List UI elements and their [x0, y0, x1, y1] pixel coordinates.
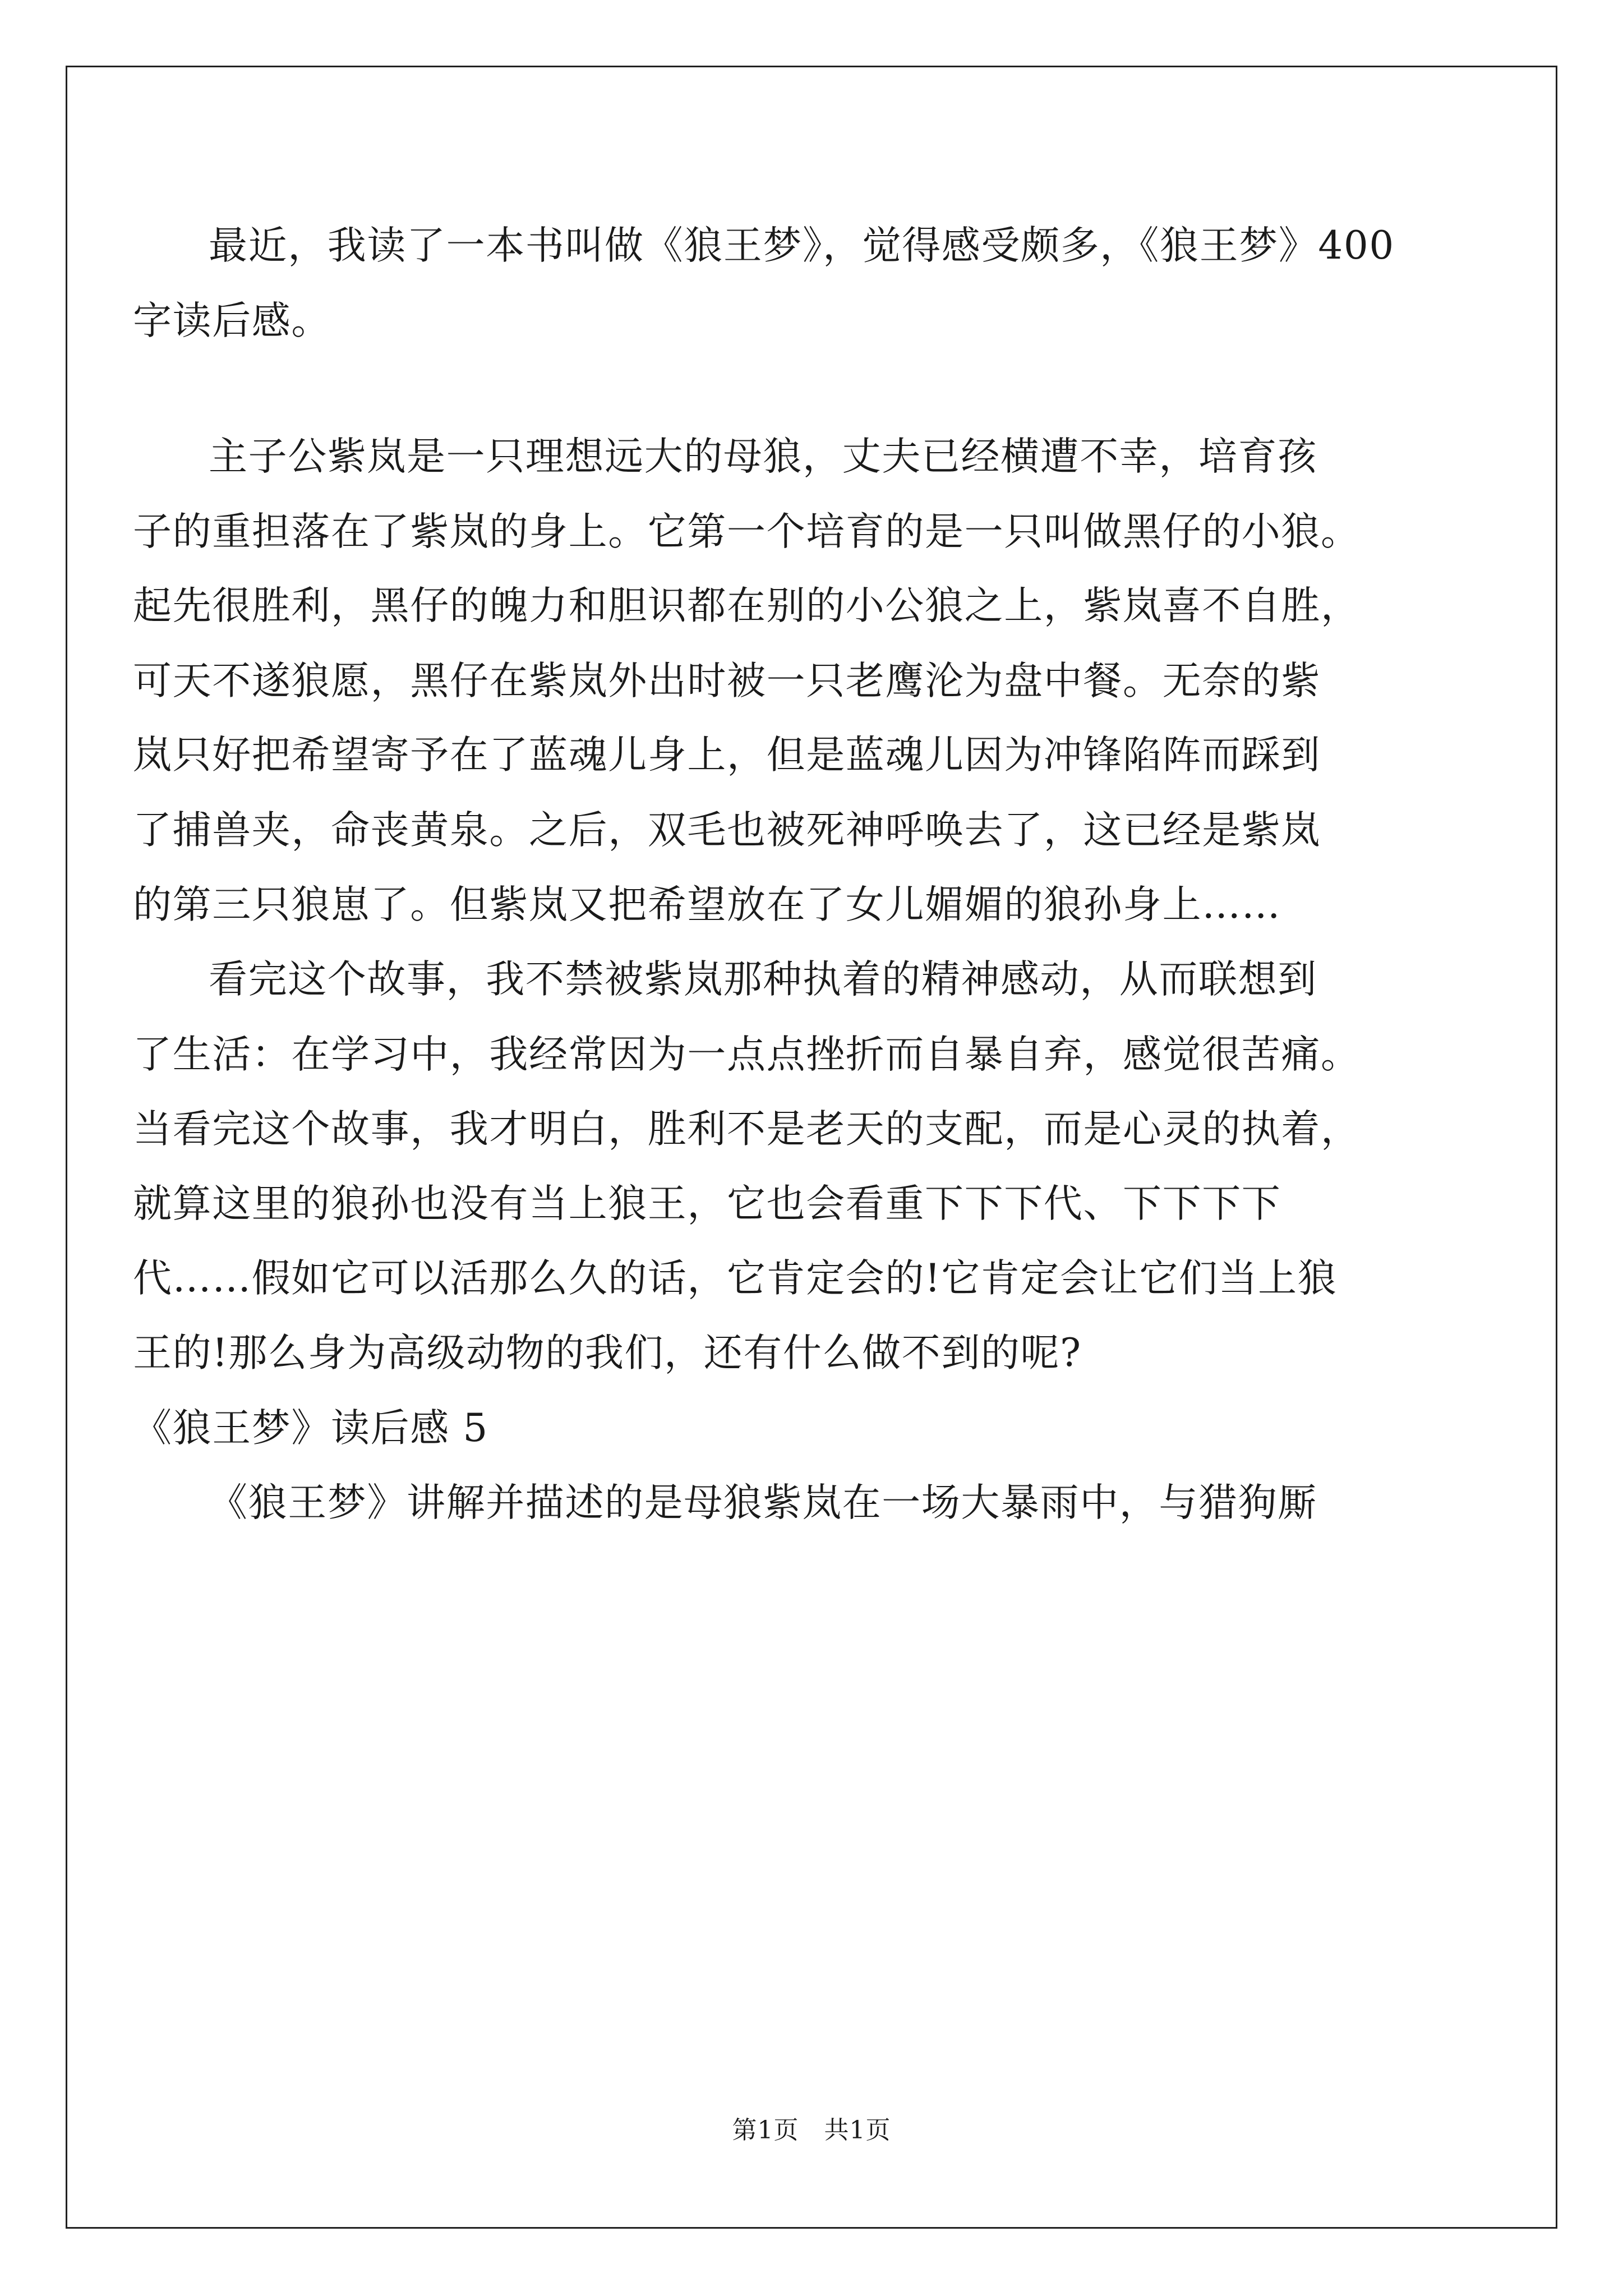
paragraph-3-line-1: 看完这个故事，我不禁被紫岚那种执着的精神感动，从而联想到	[209, 957, 1317, 1002]
paragraph-2-line-1: 主子公紫岚是一只理想远大的母狼，丈夫已经横遭不幸，培育孩	[209, 434, 1317, 479]
page-number-footer: 第1页 共1页	[732, 2116, 891, 2145]
paragraph-3-line-4: 就算这里的狼孙也没有当上狼王，它也会看重下下下代、下下下下	[133, 1181, 1281, 1226]
paragraph-4-line-1: 《狼王梦》讲解并描述的是母狼紫岚在一场大暴雨中，与猎狗厮	[209, 1480, 1317, 1525]
paragraph-3-line-3: 当看完这个故事，我才明白，胜利不是老天的支配，而是心灵的执着，	[133, 1107, 1361, 1152]
paragraph-1-line-1: 最近，我读了一本书叫做《狼王梦》，觉得感受颇多，《狼王梦》400	[209, 223, 1395, 268]
paragraph-2-line-2: 子的重担落在了紫岚的身上。它第一个培育的是一只叫做黑仔的小狼。	[133, 509, 1361, 554]
paragraph-1-line-2: 字读后感。	[133, 298, 331, 343]
paragraph-3-line-5: 代……假如它可以活那么久的话，它肯定会的!它肯定会让它们当上狼	[133, 1256, 1338, 1301]
paragraph-2-line-5: 岚只好把希望寄予在了蓝魂儿身上，但是蓝魂儿因为冲锋陷阵而踩到	[133, 733, 1321, 777]
paragraph-3-line-2: 了生活：在学习中，我经常因为一点点挫折而自暴自弃，感觉很苦痛。	[133, 1032, 1361, 1077]
paragraph-2-line-3: 起先很胜利，黑仔的魄力和胆识都在别的小公狼之上，紫岚喜不自胜，	[133, 583, 1361, 628]
paragraph-2-line-4: 可天不遂狼愿，黑仔在紫岚外出时被一只老鹰沦为盘中餐。无奈的紫	[133, 659, 1321, 703]
paragraph-3-line-6: 王的!那么身为高级动物的我们，还有什么做不到的呢?	[133, 1331, 1082, 1375]
paragraph-2-line-7: 的第三只狼崽了。但紫岚又把希望放在了女儿媚媚的狼孙身上……	[133, 882, 1281, 927]
paragraph-2-line-6: 了捕兽夹，命丧黄泉。之后，双毛也被死神呼唤去了，这已经是紫岚	[133, 808, 1321, 853]
section-heading: 《狼王梦》读后感 5	[133, 1406, 488, 1451]
